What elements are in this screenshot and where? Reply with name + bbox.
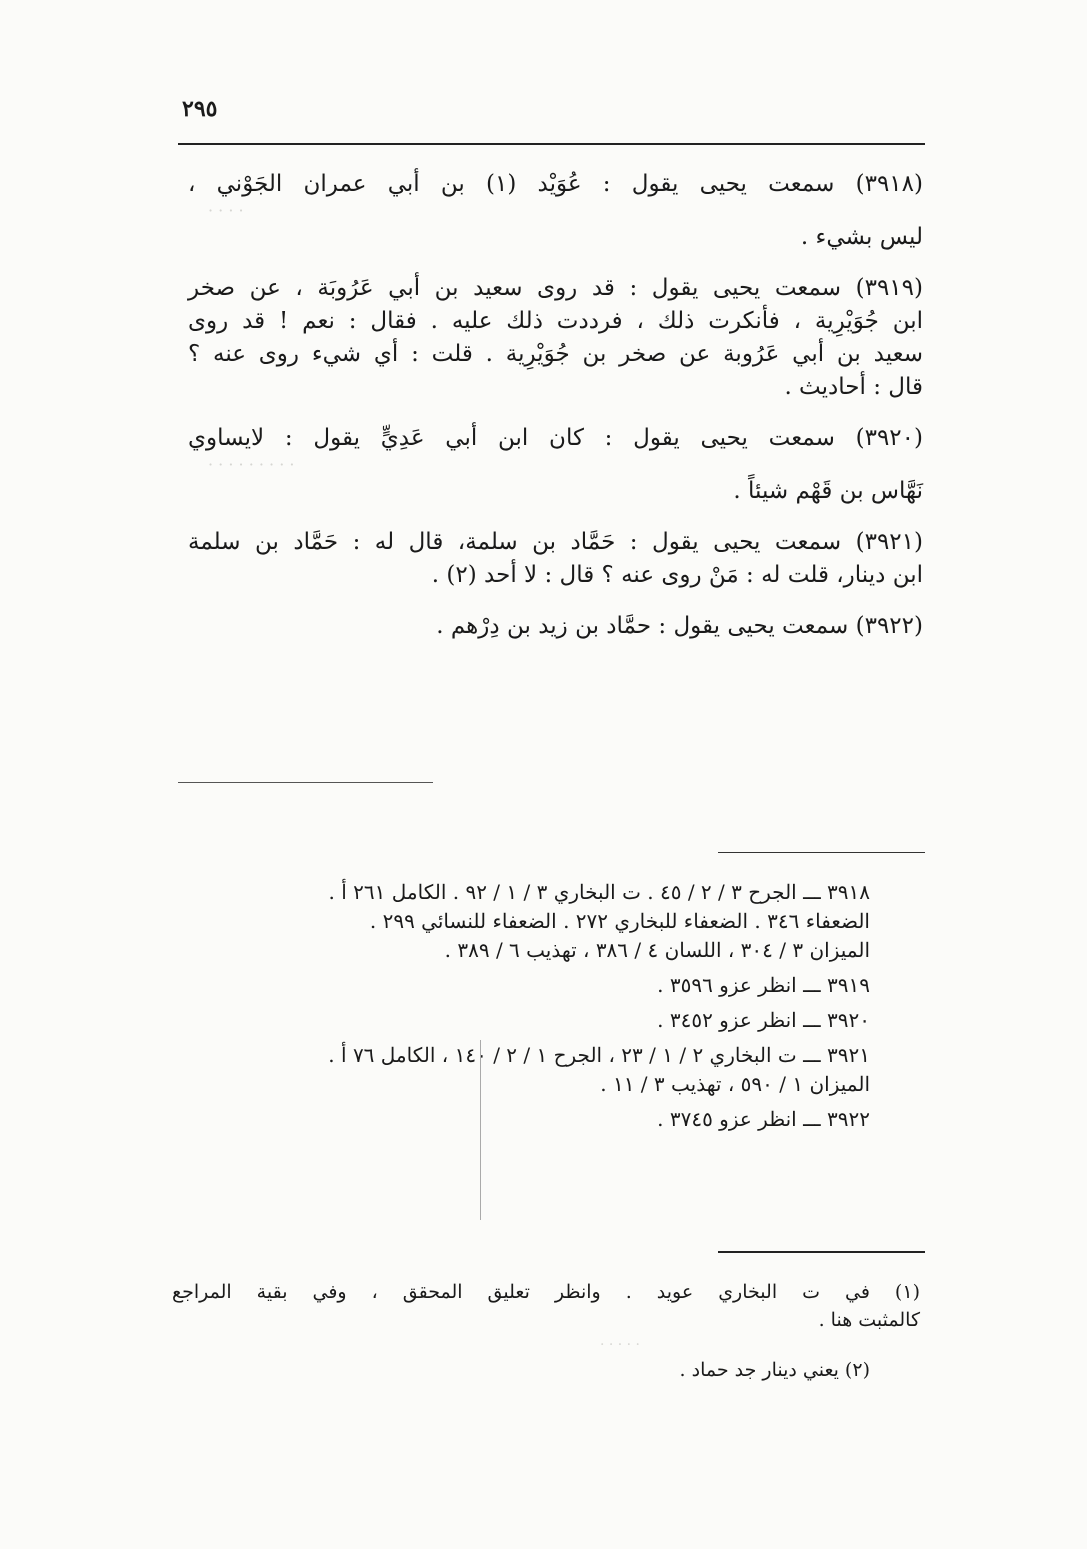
entry-line: (٣٩٢١) سمعت يحيى يقول : حَمَّاد بن سلمة، قال له : حَمَّاد بن سلمة	[188, 529, 923, 555]
entry-line: نَهَّاس بن قَهْم شيئاً .	[733, 478, 923, 504]
reference-line: ٣٩٢١ ـــ ت البخاري ٢ / ١ / ٢٣ ، الجرح ١ / ٢ / ١٤٠ ، الكامل ٧٦ أ .	[328, 1043, 870, 1067]
entry-line: (٣٩١٩) سمعت يحيى يقول : قد روى سعيد بن أبي عَرُوبَة ، عن صخر	[188, 275, 923, 301]
reference-line: ٣٩١٩ ـــ انظر عزو ٣٥٩٦ .	[657, 973, 870, 997]
reference-3919	[170, 971, 870, 1000]
entry-3920	[188, 422, 923, 508]
reference-3920	[170, 1006, 870, 1035]
reference-line: الضعفاء ٣٤٦ . الضعفاء للبخاري ٢٧٢ . الضعفاء للنسائي ٢٩٩ .	[369, 909, 870, 933]
entry-line: (٣٩٢٠) سمعت يحيى يقول : كان ابن أبي عَدِيٍّ يقول : لايساوي	[188, 425, 923, 451]
entry-line: قال : أحاديث .	[784, 374, 923, 400]
entries-block	[188, 168, 923, 661]
entry-3918	[188, 168, 923, 254]
reference-3922	[170, 1105, 870, 1134]
bleed-vertical-line	[480, 1040, 481, 1220]
footnote-rule	[718, 1251, 925, 1253]
reference-line: ٣٩١٨ ـــ الجرح ٣ / ٢ / ٤٥ . ت البخاري ٣ / ١ / ٩٢ . الكامل ٢٦١ أ .	[328, 880, 870, 904]
entry-line: ابن جُوَيْرِية ، فأنكرت ذلك ، فرددت ذلك عليه . فقال : نعم ! قد روى	[188, 308, 923, 334]
bleed-rule	[178, 782, 433, 783]
reference-3918	[170, 878, 870, 965]
entry-3919	[188, 272, 923, 404]
footnote-1-line: (١) في ت البخاري عويد . وانظر تعليق المحقق ، وفي بقية المراجع	[172, 1281, 920, 1303]
header-rule	[178, 143, 925, 145]
reference-line: الميزان ٣ / ٣٠٤ ، اللسان ٤ / ٣٨٦ ، تهذيب ٦ / ٣٨٩ .	[444, 938, 870, 962]
entry-line: ابن دينار، قلت له : مَنْ روى عنه ؟ قال : لا أحد (٢) .	[431, 562, 923, 588]
bleed-through-text: · · · ·	[208, 201, 244, 220]
entry-3921	[188, 526, 923, 592]
reference-3921	[170, 1041, 870, 1099]
page-number: ٢٩٥	[182, 96, 218, 122]
reference-line: ٣٩٢٢ ـــ انظر عزو ٣٧٤٥ .	[657, 1107, 870, 1131]
reference-line: الميزان ١ / ٥٩٠ ، تهذيب ٣ / ١١ .	[600, 1072, 870, 1096]
entry-3922	[188, 610, 923, 643]
entry-line: سعيد بن أبي عَرُوبة عن صخر بن جُوَيْرِية . قلت : أي شيء روى عنه ؟	[188, 341, 923, 367]
entry-line: (٣٩٢٢) سمعت يحيى يقول : حمَّاد بن زيد بن دِرْهم .	[436, 613, 923, 639]
reference-line: ٣٩٢٠ ـــ انظر عزو ٣٤٥٢ .	[657, 1008, 870, 1032]
bleed-through-text: · · · · · · · · ·	[208, 455, 295, 474]
footnote-1-line: كالمثبت هنا .	[818, 1309, 920, 1331]
entry-line: ليس بشيء .	[800, 224, 923, 250]
entry-line: (٣٩١٨) سمعت يحيى يقول : عُوَيْد (١) بن أبي عمران الجَوْني ،	[188, 171, 923, 197]
references-block	[170, 878, 870, 1134]
bleed-through-text: · · · · ·	[599, 1337, 640, 1353]
references-rule	[718, 852, 925, 853]
footnote-2: (٢) يعني دينار جد حماد .	[679, 1359, 870, 1381]
footnotes-block	[172, 1278, 920, 1384]
